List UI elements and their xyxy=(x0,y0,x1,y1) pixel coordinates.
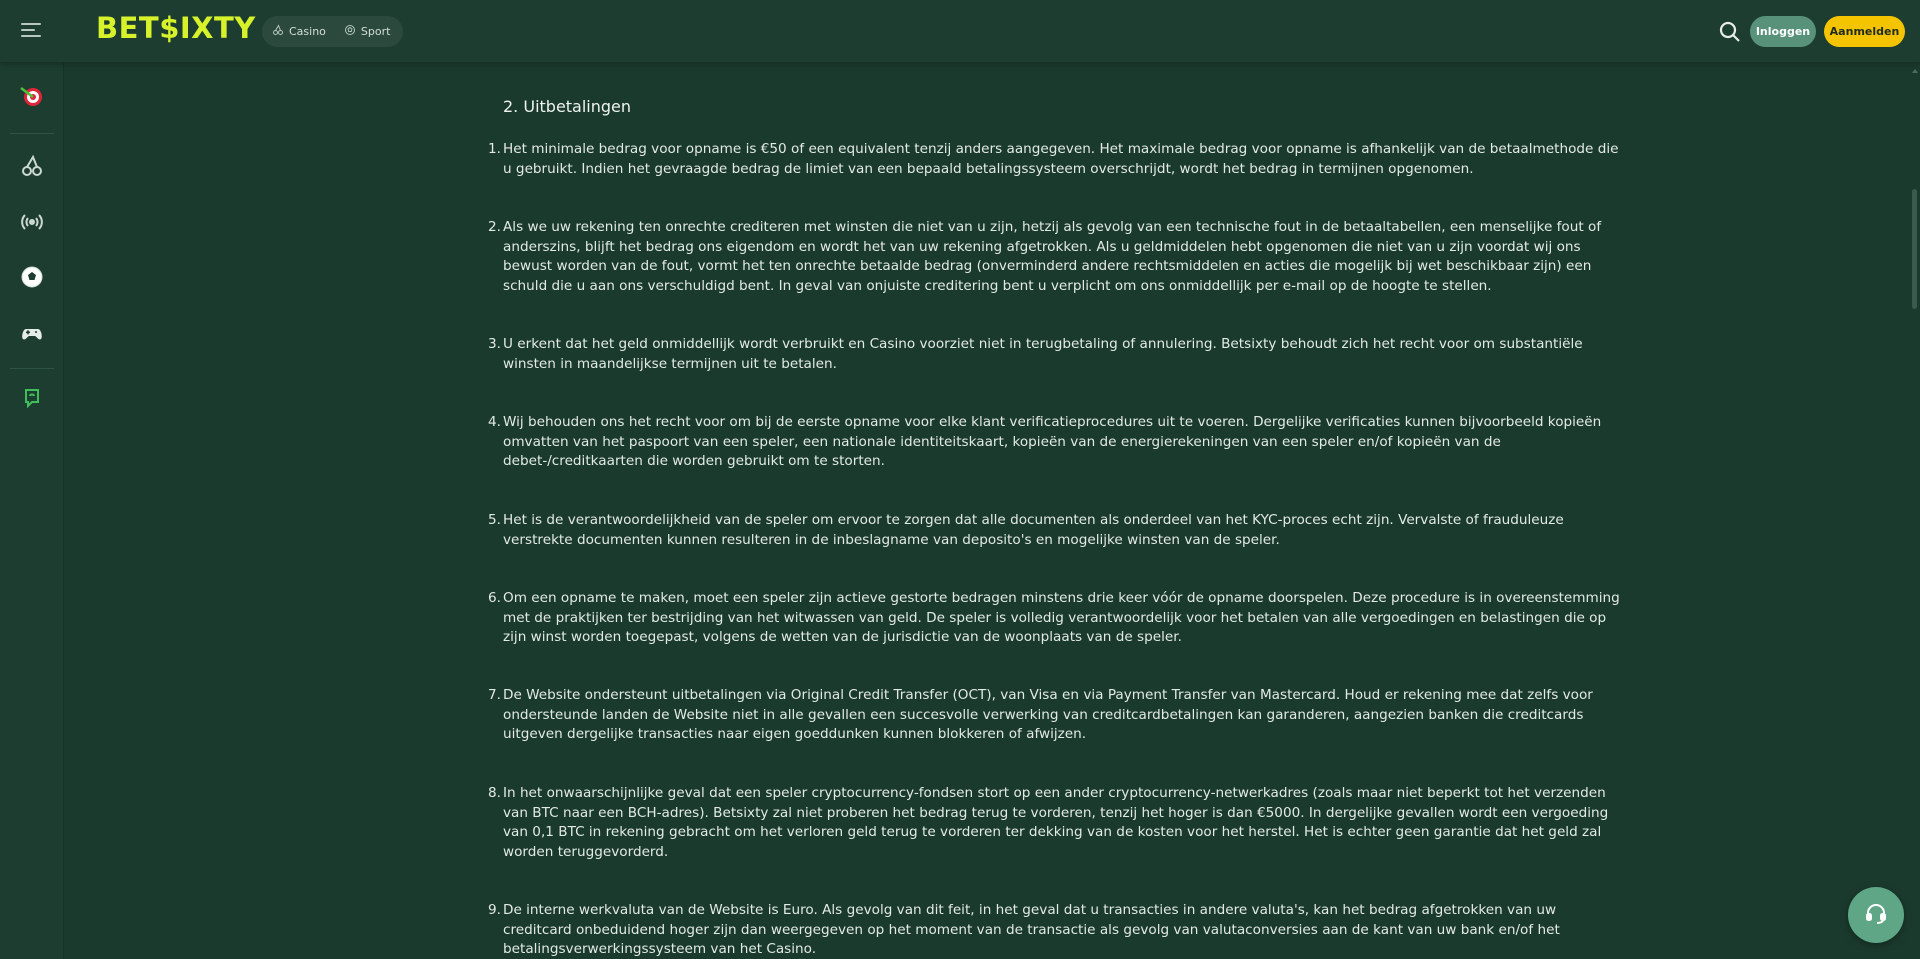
section-title: 2. Uitbetalingen xyxy=(503,97,632,116)
sidebar-divider xyxy=(10,133,54,134)
list-item: 7. De Website ondersteunt uitbetalingen via Original Credit Transfer (OCT), van Visa en via Payment Transfer van Mastercard. Houd er rekening mee dat zelfs voor ondersteunde landen de Website niet in alle gevallen een succesvolle verwerking van creditcardbetalingen kan garanderen, aangezien banken die creditcards uitgeven dergelijke transacties naar eigen goeddunken kunnen blokkeren of afwijzen. xyxy=(488,687,1593,742)
nav-sport-label: Sport xyxy=(360,25,391,38)
soccer-ball-icon xyxy=(344,24,356,39)
list-item: 5. Het is de verantwoordelijkheid van de speler om ervoor te zorgen dat alle documenten als onderdeel van het KYC-proces echt zijn. Vervalste of frauduleuze verstrekte documenten kunnen resulteren in de inbeslagname van deposito's en mogelijke winsten van de speler. xyxy=(488,512,1564,548)
list-item: 9. De interne werkvaluta van de Website is Euro. Als gevolg van dit feit, in het geval dat u transacties in andere valuta's, kan het bedrag afgetrokken van uw creditcard onbeduidend hoger zijn dan weergegeven op het moment van de transactie als gevolg van valutaconversies aan de kant van uw bank en/of het betalingsverwerkingssysteem van het Casino. xyxy=(488,902,1560,957)
target-dart-icon xyxy=(20,84,44,112)
live-broadcast-icon xyxy=(20,210,44,238)
cherries-icon xyxy=(20,154,44,182)
headset-icon xyxy=(1864,901,1888,929)
scroll-up-arrow-icon[interactable] xyxy=(1912,69,1918,73)
sidebar-item-sport[interactable] xyxy=(12,259,52,299)
sidebar xyxy=(0,63,64,959)
search-icon[interactable] xyxy=(1718,20,1742,44)
support-chat-icon xyxy=(20,386,44,414)
site-logo[interactable]: BET$IXTY xyxy=(96,11,256,45)
nav-casino[interactable] xyxy=(272,24,326,39)
gamepad-icon xyxy=(20,321,44,349)
live-support-button[interactable] xyxy=(1848,887,1904,943)
cherries-icon xyxy=(272,24,284,39)
scrollbar[interactable] xyxy=(1910,63,1920,959)
soccer-ball-icon xyxy=(20,265,44,293)
nav-casino-label: Casino xyxy=(289,25,326,38)
sidebar-item-casino[interactable] xyxy=(12,148,52,188)
list-item: 8. In het onwaarschijnlijke geval dat een speler cryptocurrency-fondsen stort op een ander cryptocurrency-netwerkadres (zoals maar niet beperkt tot het verzenden van BTC naar een BCH-adres). Betsixty zal niet proberen het bedrag terug te vorderen, tenzij het hoger is dan €5000. In dergelijke gevallen wordt een vergoeding van 0,1 BTC in rekening gebracht om het verloren geld terug te vorderen ter dekking van de kosten voor het herstel. Het is echter geen garantie dat het geld zal worden teruggevorderd. xyxy=(488,785,1609,860)
top-header xyxy=(0,0,1920,63)
sidebar-divider xyxy=(10,368,54,369)
sidebar-item-live[interactable] xyxy=(12,204,52,244)
sidebar-item-support[interactable] xyxy=(12,380,52,420)
list-item: 1. Het minimale bedrag voor opname is €50 of een equivalent tenzij anders aangegeven. Het maximale bedrag voor opname is afhankelijk van de betaalmethode die u gebruikt. Indien het gevraagde bedrag de limiet van een bepaald betalingssysteem overschrijdt, wordt het bedrag in termijnen opgenomen. xyxy=(488,141,1619,177)
list-item: 2. Als we uw rekening ten onrechte crediteren met winsten die niet van u zijn, hetzij als gevolg van een technische fout in de betaaltabellen, een menselijke fout of anderszins, blijft het bedrag ons eigendom en wordt het van uw rekening afgetrokken. Als u geldmiddelen hebt opgenomen die niet van u zijn voordat wij ons bewust worden van de fout, vormt het ten onrechte betaalde bedrag (onverminderd andere rechtsmiddelen en acties die mogelijk bij wet beschikbaar zijn) een schuld die u aan ons verschuldigd bent. In geval van onjuiste creditering bent u verplicht om ons onmiddellijk per e-mail op de hoogte te stellen. xyxy=(488,219,1602,294)
list-item: 4. Wij behouden ons het recht voor om bij de eerste opname voor elke klant verificatieprocedures uit te voeren. Dergelijke verificaties kunnen bijvoorbeeld kopieën omvatten van het paspoort van een speler, een nationale identiteitskaart, kopieën van de energierekeningen van een speler en/of kopieën van de debet-/creditkaarten die worden gebruikt om te storten. xyxy=(488,414,1602,469)
sidebar-item-esports[interactable] xyxy=(12,315,52,355)
list-item: 6. Om een opname te maken, moet een speler zijn actieve gestorte bedragen minstens drie keer vóór de opname doorspelen. Deze procedure is in overeenstemming met de praktijken ter bestrijding van het witwassen van geld. De speler is volledig verantwoordelijk voor het betalen van alle vergoedingen en belastingen die op zijn winst worden toegepast, volgens de wetten van de jurisdictie van de woonplaats van de speler. xyxy=(488,590,1620,645)
product-switcher xyxy=(262,16,403,47)
terms-content xyxy=(64,63,1910,959)
register-button[interactable]: Aanmelden xyxy=(1824,16,1905,47)
menu-icon[interactable] xyxy=(21,23,41,39)
login-button[interactable]: Inloggen xyxy=(1750,16,1816,47)
sidebar-item-promo[interactable] xyxy=(12,78,52,118)
scrollbar-thumb[interactable] xyxy=(1912,189,1917,309)
list-item: 3. U erkent dat het geld onmiddellijk wordt verbruikt en Casino voorziet niet in terugbetaling of annulering. Betsixty behoudt zich het recht voor om substantiële winsten in maandelijkse termijnen uit te betalen. xyxy=(488,336,1583,372)
nav-sport[interactable] xyxy=(344,24,391,39)
